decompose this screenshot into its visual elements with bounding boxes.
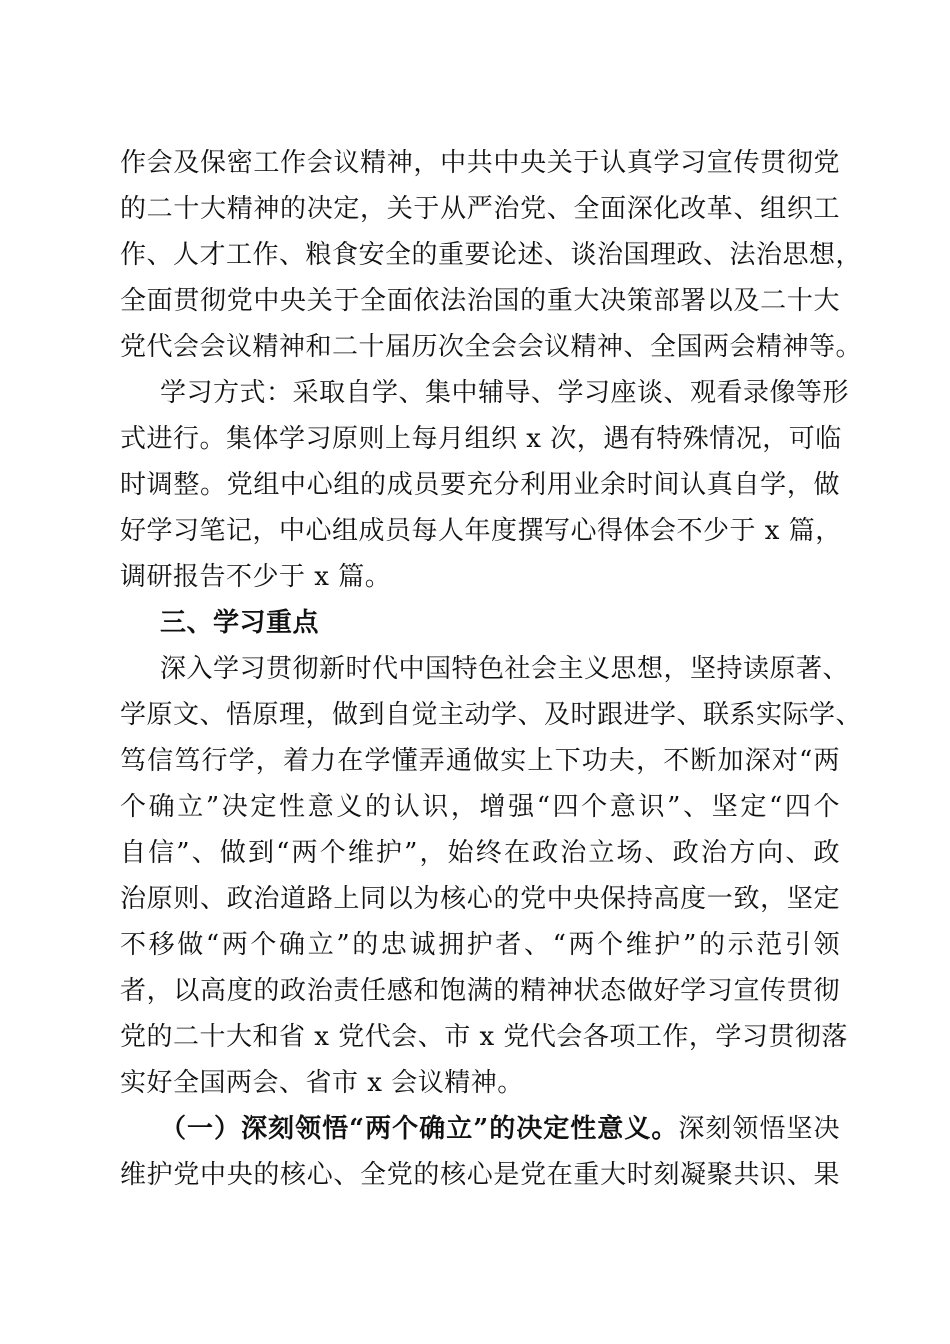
text-line: 的二十大精神的决定，关于从严治党、全面深化改革、组织工 [120,194,840,224]
subsection-title: （一）深刻领悟“两个确立”的决定性意义。 [160,1114,679,1144]
text-line: 学习方式：采取自学、集中辅导、学习座谈、观看录像等形 [160,378,850,408]
subsection-text: 深刻领悟坚决 [678,1114,840,1144]
text-line: 深入学习贯彻新时代中国特色社会主义思想，坚持读原著、 [160,654,850,684]
text-line: 党代会会议精神和二十届历次全会会议精神、全国两会精神等。 [120,332,863,362]
text-line: 学原文、悟原理，做到自觉主动学、及时跟进学、联系实际学、 [120,700,863,730]
paragraph-subsection-one [120,1106,840,1198]
text-line: 作会及保密工作会议精神，中共中央关于认真学习宣传贯彻党 [120,148,840,178]
text-line: 式进行。集体学习原则上每月组织 x 次，遇有特殊情况，可临 [120,424,842,454]
text-line: 维护党中央的核心、全党的核心是党在重大时刻凝聚共识、果 [120,1160,840,1190]
text-line: 笃信笃行学，着力在学懂弄通做实上下功夫，不断加深对“两 [120,746,840,776]
text-line: 时调整。党组中心组的成员要充分利用业余时间认真自学，做 [120,470,840,500]
paragraph-study-focus [120,646,863,1106]
section-heading: 三、学习重点 [160,608,320,638]
text-line: 不移做“两个确立”的忠诚拥护者、“两个维护”的示范引领 [120,930,840,960]
text-line: 全面贯彻党中央关于全面依法治国的重大决策部署以及二十大 [120,286,840,316]
text-line: 者，以高度的政治责任感和饱满的精神状态做好学习宣传贯彻 [120,976,840,1006]
document-page [120,140,863,1198]
text-line: 好学习笔记，中心组成员每人年度撰写心得体会不少于 x 篇， [120,516,842,546]
paragraph-study-content [120,140,863,370]
paragraph-study-method [120,370,850,600]
text-line: 自信”、做到“两个维护”，始终在政治立场、政治方向、政 [120,838,840,868]
text-line: 调研报告不少于 x 篇。 [120,562,392,592]
text-line: 实好全国两会、省市 x 会议精神。 [120,1068,524,1098]
text-line [120,1106,840,1152]
text-line: 作、人才工作、粮食安全的重要论述、谈治国理政、法治思想， [120,240,863,270]
text-line: 治原则、政治道路上同以为核心的党中央保持高度一致，坚定 [120,884,840,914]
text-line: 党的二十大和省 x 党代会、市 x 党代会各项工作，学习贯彻落 [120,1022,848,1052]
text-line: 个确立”决定性意义的认识，增强“四个意识”、坚定“四个 [120,792,840,822]
